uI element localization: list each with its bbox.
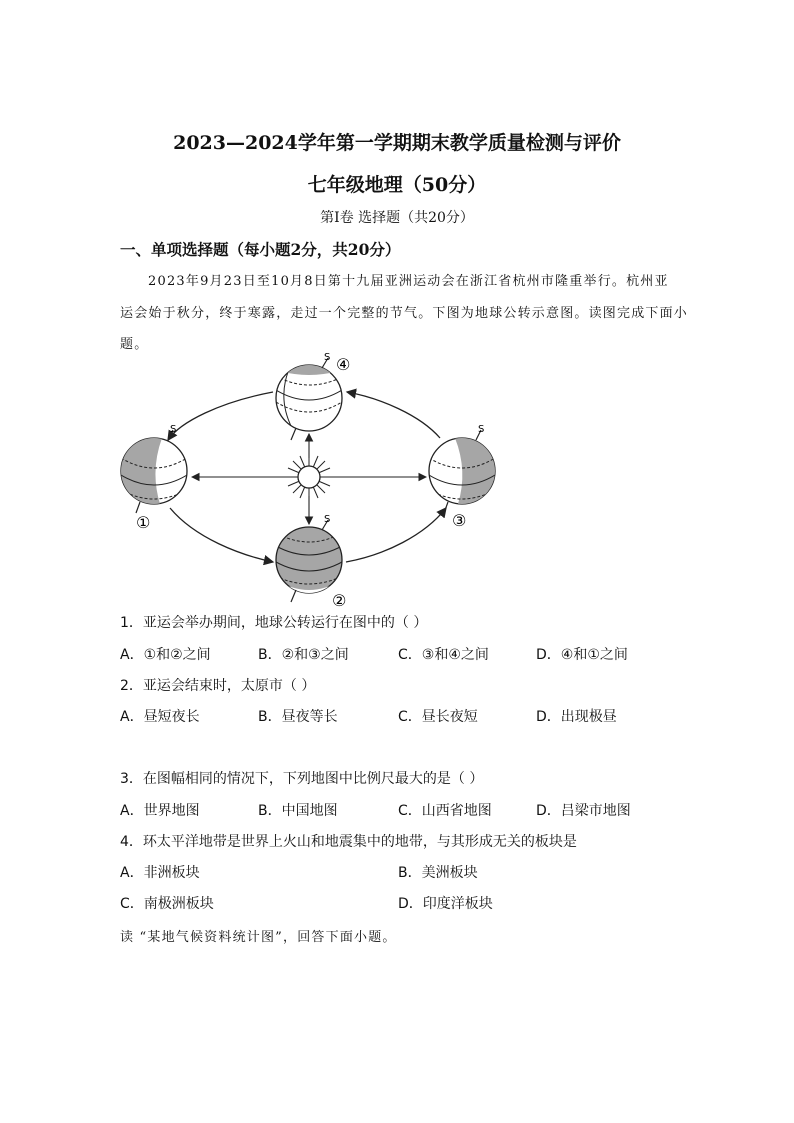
question-2-option-b[interactable]: B．昼夜等长 [258,709,338,725]
globe-position-3 [429,424,495,530]
position-label-3: ③ [452,511,467,530]
position-label-1: ① [136,513,151,532]
north-pole-marker-2: S [324,514,331,525]
intro-line-3: 题。 [120,337,149,352]
question-2-stem: 2．亚运会结束时，太原市（ ） [120,678,316,694]
sun-icon [286,454,332,500]
intro-line-1: 2023年9月23日至10月8日第十九届亚洲运动会在浙江省杭州市隆重举行。杭州亚 [148,274,669,289]
reading-prompt: 读 “某地气候资料统计图”，回答下面小题。 [120,930,397,945]
question-1-option-a[interactable]: A．①和②之间 [120,647,211,663]
question-2-option-d[interactable]: D．出现极昼 [536,709,617,725]
question-4-option-a[interactable]: A．非洲板块 [120,865,200,881]
position-label-4: ④ [336,355,351,374]
question-2-option-a[interactable]: A．昼短夜长 [120,709,200,725]
question-4-option-c[interactable]: C．南极洲板块 [120,896,214,912]
question-4-stem: 4．环太平洋地带是世界上火山和地震集中的地带，与其形成无关的板块是 [120,834,577,850]
section-heading: 一、单项选择题（每小题2分，共20分） [120,240,401,259]
globe-position-2 [276,514,346,610]
question-4-option-b[interactable]: B．美洲板块 [398,865,478,881]
question-3-option-b[interactable]: B．中国地图 [258,803,338,819]
question-2-option-c[interactable]: C．昼长夜短 [398,709,478,725]
position-label-2: ② [332,591,347,610]
question-3-stem: 3．在图幅相同的情况下，下列地图中比例尺最大的是（ ） [120,771,484,787]
question-1-option-b[interactable]: B．②和③之间 [258,647,349,663]
question-1-option-d[interactable]: D．④和①之间 [536,647,628,663]
question-1-stem: 1．亚运会举办期间，地球公转运行在图中的（ ） [120,615,428,631]
question-3-option-a[interactable]: A．世界地图 [120,803,200,819]
volume-label: 第Ⅰ卷 选择题（共20分） [320,210,474,226]
question-3-option-c[interactable]: C．山西省地图 [398,803,492,819]
exam-subject: 七年级地理（50分） [307,174,487,196]
north-pole-marker-3: S [478,424,485,435]
intro-line-2: 运会始于秋分，终于寒露，走过一个完整的节气。下图为地球公转示意图。读图完成下面小 [120,306,689,321]
globe-position-4 [276,352,350,440]
exam-title: 2023—2024学年第一学期期末教学质量检测与评价 [173,132,621,154]
question-3-option-d[interactable]: D．吕梁市地图 [536,803,631,819]
north-pole-marker-1: S [170,424,177,435]
earth-revolution-diagram [110,350,510,610]
north-pole-marker-4: S [324,352,331,363]
question-1-option-c[interactable]: C．③和④之间 [398,647,489,663]
question-4-option-d[interactable]: D．印度洋板块 [398,896,493,912]
